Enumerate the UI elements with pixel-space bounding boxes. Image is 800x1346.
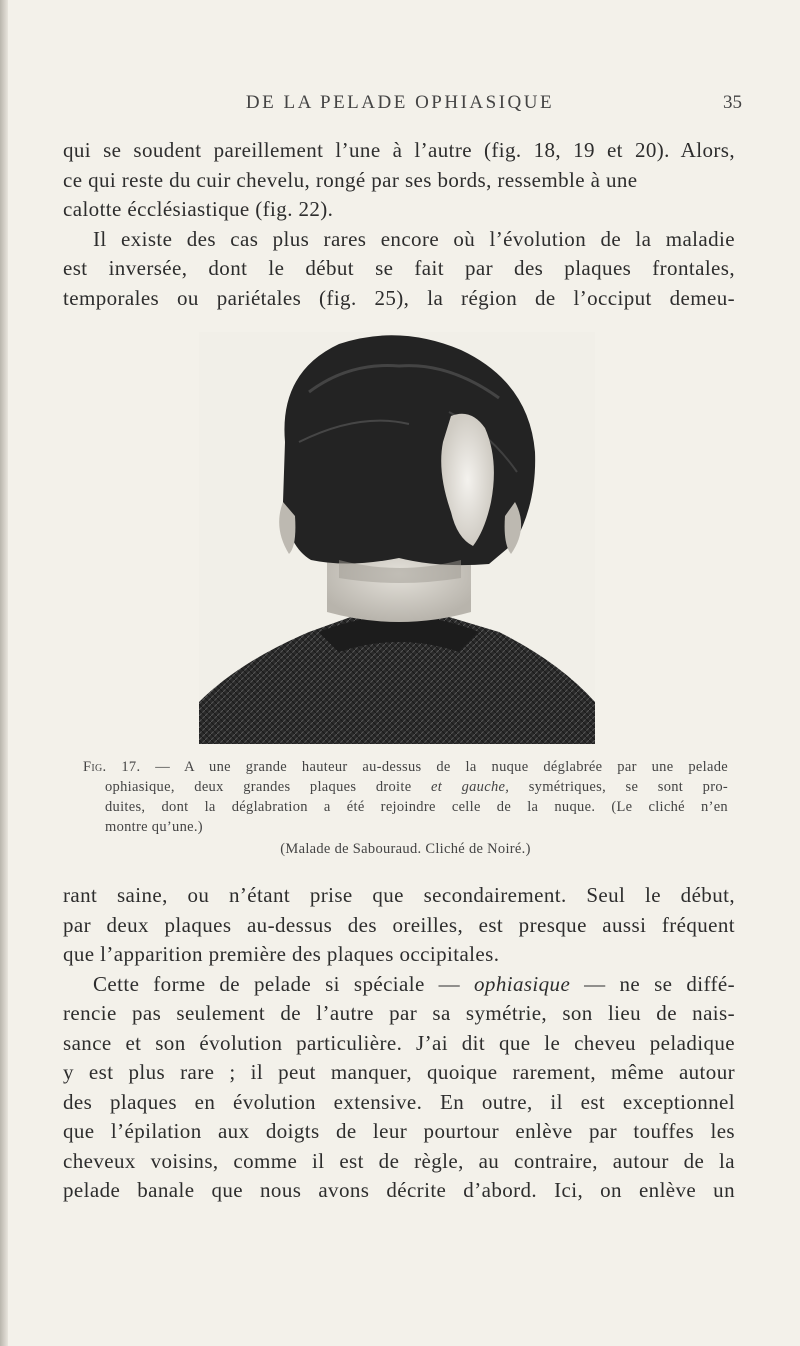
text-line: rant saine, ou n’étant prise que secondairement. Seul le début,: [63, 883, 735, 907]
caption-label: Fig. 17.: [83, 759, 141, 775]
text-line: qui se soudent pareillement l’une à l’autre (fig. 18, 19 et 20). Alors,: [63, 138, 735, 162]
caption-text: — A une grande hauteur au-dessus de la nuque déglabrée par une pelade: [155, 759, 728, 775]
text-line: pelade banale que nous avons décrite d’abord. Ici, on enlève un: [63, 1178, 735, 1202]
caption-text: symétriques, se sont pro-: [509, 779, 729, 795]
caption-line: [83, 777, 728, 797]
caption-line: montre qu’une.): [105, 819, 203, 835]
text-line: des plaques en évolution extensive. En outre, il est exceptionnel: [63, 1089, 735, 1114]
text-run: — ne se diffé-: [570, 971, 735, 996]
text-line: ce qui reste du cuir chevelu, rongé par ses bords, ressemble à une: [63, 167, 638, 192]
text-line: rencie pas seulement de l’autre par sa symétrie, son lieu de nais-: [63, 1001, 735, 1025]
italic-term: ophiasique: [474, 971, 571, 996]
text-run: Cette forme de pelade si spéciale —: [93, 971, 475, 996]
caption-italic: et gauche,: [430, 779, 510, 795]
text-line: sance et son évolution particulière. J’ai dit que le cheveu peladique: [63, 1030, 735, 1055]
running-title: DE LA PELADE OPHIASIQUE: [245, 92, 555, 113]
caption-line: duites, dont la déglabration a été rejoindre celle de la nuque. (Le cliché n’en: [105, 799, 728, 815]
running-header: [0, 92, 800, 122]
caption-line: [83, 757, 728, 777]
text-line: [63, 970, 735, 1000]
text-line: Il existe des cas plus rares encore où l’évolution de la maladie: [93, 226, 735, 251]
paragraph-bottom: [63, 881, 735, 1206]
text-line: calotte écclésiastique (fig. 22).: [63, 197, 334, 221]
text-line: cheveux voisins, comme il est de règle, au contraire, autour de la: [63, 1148, 735, 1173]
caption-credit: (Malade de Sabouraud. Cliché de Noiré.): [280, 841, 531, 857]
page-number: 35: [723, 92, 742, 113]
page-spine-shadow: [0, 0, 8, 1346]
figure-caption: [83, 757, 728, 859]
text-line: que l’épilation aux doigts de leur pourtour enlève par touffes les: [63, 1119, 735, 1143]
text-line: est inversée, dont le début se fait par des plaques frontales,: [63, 256, 735, 280]
text-line: que l’apparition première des plaques occipitales.: [63, 942, 500, 966]
text-line: par deux plaques au-dessus des oreilles, est presque aussi fréquent: [63, 912, 735, 937]
text-line: y est plus rare ; il peut manquer, quoique rarement, même autour: [63, 1060, 735, 1084]
text-line: temporales ou pariétales (fig. 25), la région de l’occiput demeu-: [63, 285, 735, 310]
paragraph-top: [63, 136, 735, 313]
figure-photograph: [199, 332, 595, 744]
caption-text: ophiasique, deux grandes plaques droite: [105, 779, 431, 795]
